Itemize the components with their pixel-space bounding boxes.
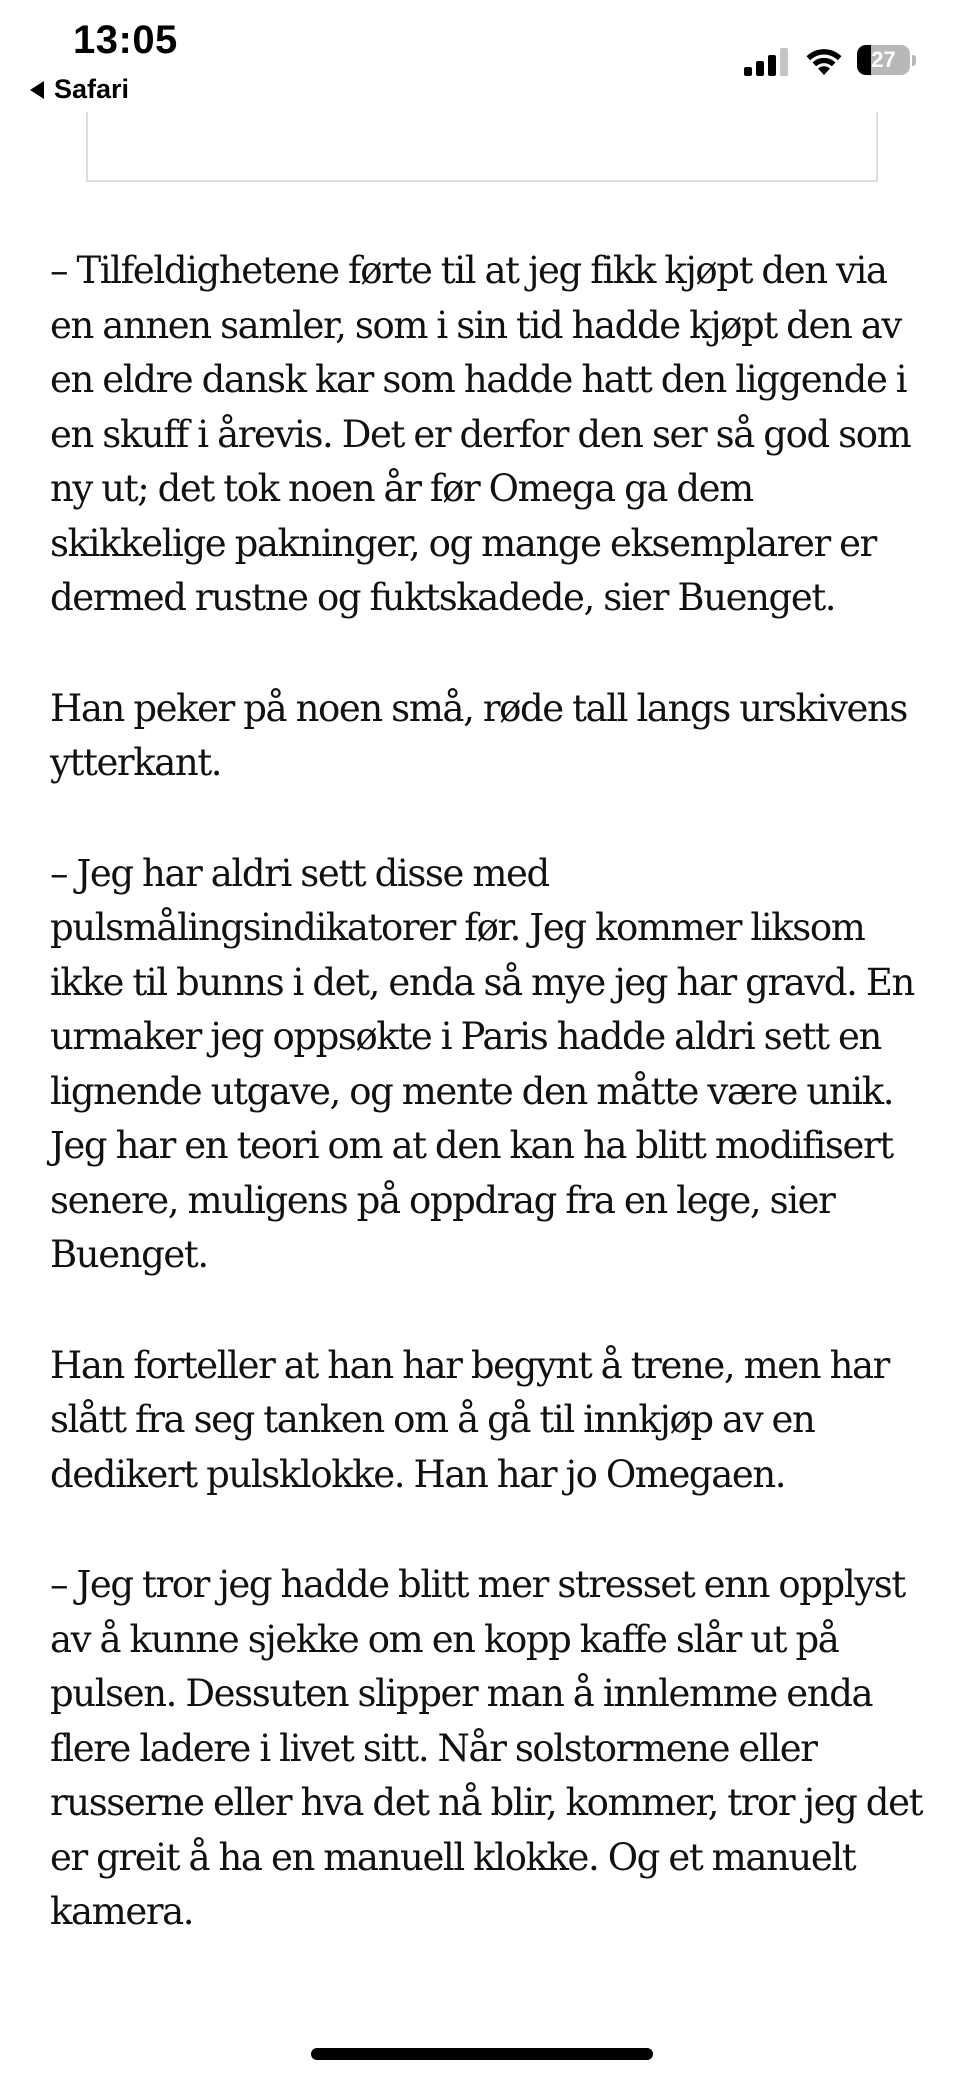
battery-cap [912,55,916,66]
status-bar [0,0,960,112]
wifi-icon [803,44,845,76]
battery-indicator [857,45,917,77]
battery-level-text: 27 [871,47,896,72]
back-app-label: Safari [54,74,130,104]
article-paragraph: – Tilfeldighetene førte til at jeg fikk kjøpt den via en annen samler, som i sin tid hadde kjøpt den av en eldre dansk kar som hadde hatt den liggende i en skuff i årevis. Det er derfor den ser så god som ny ut; det tok noen år før Omega ga dem skikkelige pakninger, og mange eksemplarer er dermed rustne og fuktskadede, sier Buenget. [50,249,911,619]
article-paragraph: Han peker på noen små, røde tall langs urskivens ytterkant. [50,686,908,784]
cellular-signal-icon [744,48,790,76]
home-indicator[interactable] [311,2048,653,2060]
article-paragraph: – Jeg har aldri sett disse med pulsmålingsindikatorer før. Jeg kommer liksom ikke til bunns i det, enda så mye jeg har gravd. En urmaker jeg oppsøkte i Paris hadde aldri sett en lignende utgave, og mente den måtte være unik. Jeg har en teori om at den kan ha blitt modifisert senere, muligens på oppdrag fra en lege, sier Buenget. [50,851,914,1276]
back-triangle-icon [30,81,44,99]
article-paragraph: – Jeg tror jeg hadde blitt mer stresset enn opplyst av å kunne sjekke om en kopp kaffe slår ut på pulsen. Dessuten slipper man å innlemme enda flere ladere i livet sitt. Når solstormene eller russerne eller hva det nå blir, kommer, tror jeg det er greit å ha en manuell klokke. Og et manuelt kamera. [50,1563,923,1933]
article-body [50,244,930,1996]
article-paragraph: Han forteller at han har begynt å trene, men har slått fra seg tanken om å gå til innkjøp av en dedikert pulsklokke. Han har jo Omegaen. [50,1343,889,1496]
status-time: 13:05 [73,18,178,62]
back-to-app-button[interactable] [30,74,129,105]
